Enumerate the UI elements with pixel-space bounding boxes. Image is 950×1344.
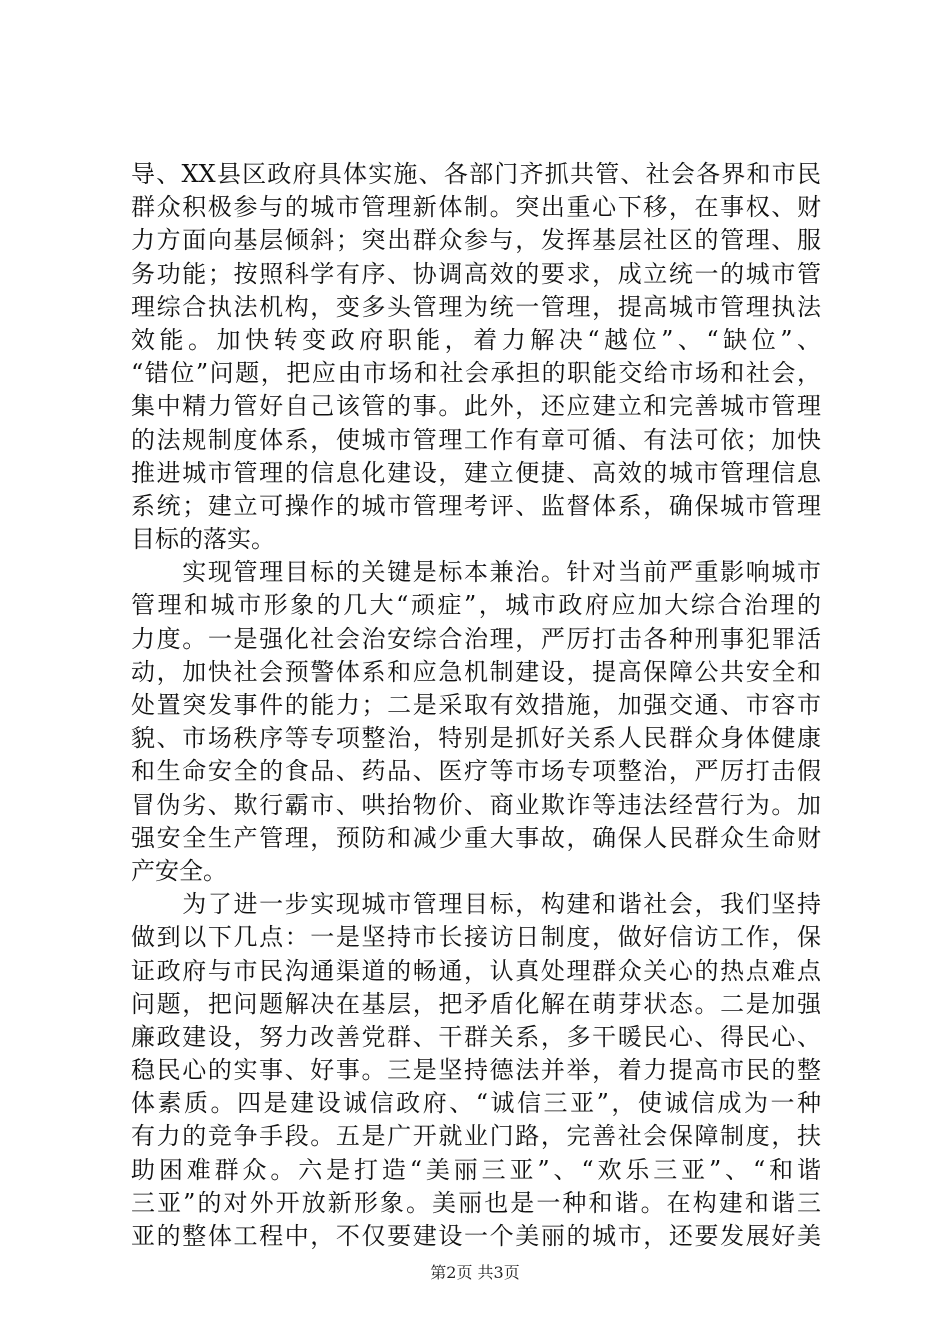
text-line: “错位”问题，把应由市场和社会承担的职能交给市场和社会， — [131, 359, 821, 388]
text-line: 集中精力管好自己该管的事。此外，还应建立和完善城市管理 — [131, 392, 821, 421]
text-line: 的法规制度体系，使城市管理工作有章可循、有法可依；加快 — [131, 425, 821, 454]
text-line: 为了进一步实现城市管理目标，构建和谐社会，我们坚持 — [131, 890, 821, 919]
text-line: 管理和城市形象的几大“顽症”，城市政府应加大综合治理的 — [131, 591, 821, 620]
text-line: 助困难群众。六是打造“美丽三亚”、“欢乐三亚”、“和谐 — [131, 1155, 821, 1184]
text-line: 冒伪劣、欺行霸市、哄抬物价、商业欺诈等违法经营行为。加 — [131, 790, 821, 819]
text-line: 目标的落实。 — [131, 525, 275, 554]
text-line: 体素质。四是建设诚信政府、“诚信三亚”，使诚信成为一种 — [131, 1089, 821, 1118]
text-line: 推进城市管理的信息化建设，建立便捷、高效的城市管理信息 — [131, 458, 821, 487]
text-line: 廉政建设，努力改善党群、干群关系，多干暖民心、得民心、 — [131, 1022, 821, 1051]
text-line: 做到以下几点：一是坚持市长接访日制度，做好信访工作，保 — [131, 923, 821, 952]
text-line: 证政府与市民沟通渠道的畅通，认真处理群众关心的热点难点 — [131, 956, 821, 985]
text-line: 理综合执法机构，变多头管理为统一管理，提高城市管理执法 — [131, 292, 821, 321]
text-line: 产安全。 — [131, 856, 227, 885]
text-line: 系统；建立可操作的城市管理考评、监督体系，确保城市管理 — [131, 491, 821, 520]
text-line: 实现管理目标的关键是标本兼治。针对当前严重影响城市 — [131, 558, 821, 587]
text-line: 导、XX县区政府具体实施、各部门齐抓共管、社会各界和市民 — [131, 160, 821, 188]
text-line: 问题，把问题解决在基层，把矛盾化解在萌芽状态。二是加强 — [131, 989, 821, 1018]
text-line: 和生命安全的食品、药品、医疗等市场专项整治，严厉打击假 — [131, 757, 821, 786]
document-body — [131, 158, 821, 1253]
text-line: 力度。一是强化社会治安综合治理，严厉打击各种刑事犯罪活 — [131, 624, 821, 653]
text-line: 务功能；按照科学有序、协调高效的要求，成立统一的城市管 — [131, 259, 821, 288]
text-line: 动，加快社会预警体系和应急机制建设，提高保障公共安全和 — [131, 657, 821, 686]
page-footer: 第2页 共3页 — [430, 1263, 520, 1282]
text-line: 亚的整体工程中，不仅要建设一个美丽的城市，还要发展好美 — [131, 1222, 821, 1250]
text-line: 稳民心的实事、好事。三是坚持德法并举，着力提高市民的整 — [131, 1056, 821, 1085]
text-line: 效能。加快转变政府职能，着力解决“越位”、“缺位”、 — [131, 325, 821, 354]
text-line: 群众积极参与的城市管理新体制。突出重心下移，在事权、财 — [131, 193, 821, 222]
text-line: 有力的竞争手段。五是广开就业门路，完善社会保障制度，扶 — [131, 1122, 821, 1151]
text-line: 力方面向基层倾斜；突出群众参与，发挥基层社区的管理、服 — [131, 226, 821, 255]
text-line: 貌、市场秩序等专项整治，特别是抓好关系人民群众身体健康 — [131, 724, 821, 753]
text-line: 处置突发事件的能力；二是采取有效措施，加强交通、市容市 — [131, 691, 821, 719]
text-line: 强安全生产管理，预防和减少重大事故，确保人民群众生命财 — [131, 823, 821, 852]
text-line: 三亚”的对外开放新形象。美丽也是一种和谐。在构建和谐三 — [131, 1188, 821, 1217]
